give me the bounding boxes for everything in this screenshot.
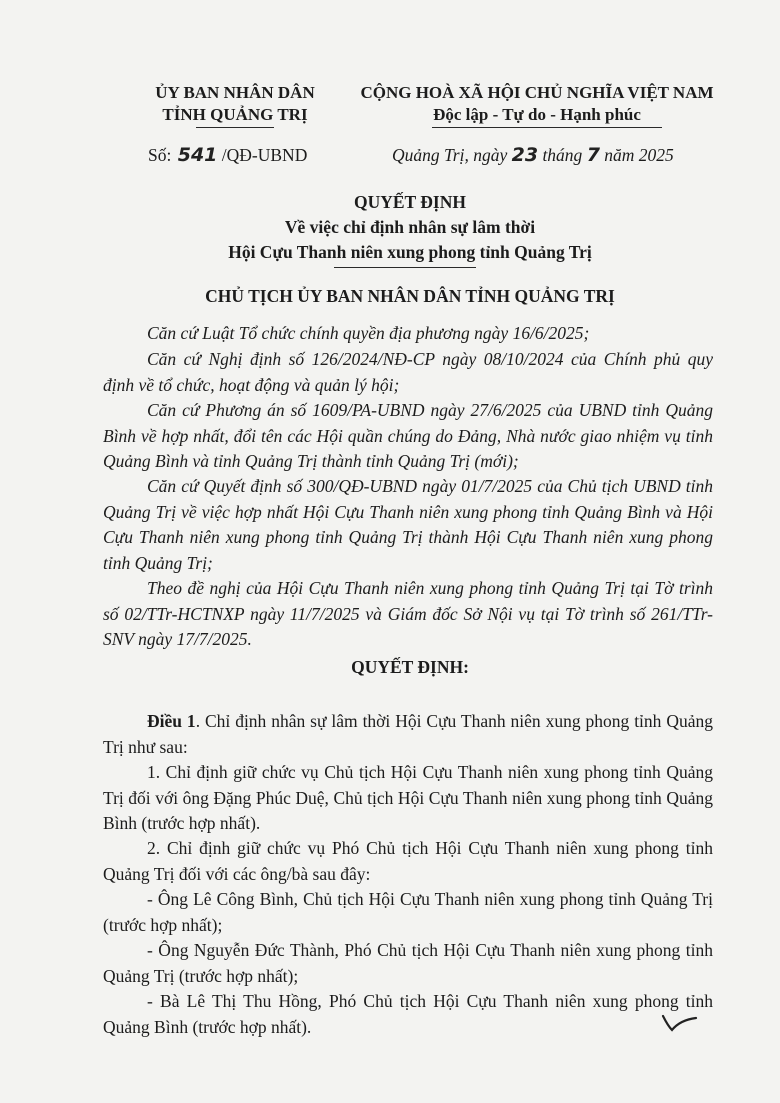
decision-title [100, 190, 720, 265]
article-1-text: . Chỉ định nhân sự lâm thời Hội Cựu Thanh niên xung phong tỉnh Quảng Trị như sau: [103, 711, 713, 757]
article-1-item-2: 2. Chỉ định giữ chức vụ Phó Chủ tịch Hội Cựu Thanh niên xung phong tỉnh Quảng Trị đối với các ông/bà sau đây: [103, 838, 713, 884]
handwritten-check-mark [660, 1008, 700, 1034]
title-line2: Về việc chỉ định nhân sự lâm thời [284, 217, 536, 237]
national-line1: CỘNG HOÀ XÃ HỘI CHỦ NGHĨA VIỆT NAM [360, 83, 714, 102]
agency-header [120, 82, 350, 126]
national-header [352, 82, 722, 126]
agency-line1: ỦY BAN NHÂN DÂN [155, 83, 315, 102]
basis-4: Căn cứ Quyết định số 300/QĐ-UBND ngày 01/7/2025 của Chủ tịch UBND tỉnh Quảng Trị về việc hợp nhất Hội Cựu Thanh niên xung phong tỉnh Quảng Bình và Hội Cựu Thanh niên xung phong tỉnh Quảng Trị thành Hội Cựu Thanh niên xung phong tỉnh Quảng Trị; [103, 476, 713, 573]
motto-underline [432, 127, 662, 128]
authority-heading: CHỦ TỊCH ỦY BAN NHÂN DÂN TỈNH QUẢNG TRỊ [205, 286, 615, 306]
title-line3: Hội Cựu Thanh niên xung phong tỉnh Quảng Trị [228, 242, 592, 262]
article-1-item-4: - Ông Nguyễn Đức Thành, Phó Chủ tịch Hội Cựu Thanh niên xung phong tỉnh Quảng Trị (trước hợp nhất); [103, 940, 713, 986]
document-number [148, 143, 307, 167]
basis-5: Theo đề nghị của Hội Cựu Thanh niên xung phong tỉnh Quảng Trị tại Tờ trình số 02/TTr-HCTNXP ngày 11/7/2025 và Giám đốc Sở Nội vụ tại Tờ trình số 261/TTr-SNV ngày 17/7/2025. [103, 578, 713, 649]
document-date [392, 143, 674, 167]
date-month: 7 [586, 144, 600, 166]
decision-heading: QUYẾT ĐỊNH: [351, 657, 469, 677]
agency-line2: TỈNH QUẢNG TRỊ [162, 105, 308, 124]
article-1 [103, 709, 713, 760]
basis-3: Căn cứ Phương án số 1609/PA-UBND ngày 27/6/2025 của UBND tỉnh Quảng Bình về hợp nhất, đổi tên các Hội quần chúng do Đảng, Nhà nước giao nhiệm vụ tỉnh Quảng Bình và tỉnh Quảng Trị thành tỉnh Quảng Trị (mới); [103, 400, 713, 471]
doc-no-prefix: Số: [148, 145, 172, 165]
title-underline [334, 267, 476, 268]
basis-2: Căn cứ Nghị định số 126/2024/NĐ-CP ngày 08/10/2024 của Chính phủ quy định về tổ chức, hoạt động và quản lý hội; [103, 349, 713, 395]
date-month-label: tháng [542, 145, 583, 165]
doc-no-suffix: /QĐ-UBND [221, 145, 308, 165]
doc-no-handwritten: 541 [177, 144, 218, 166]
date-prefix: Quảng Trị, ngày [392, 145, 508, 165]
article-1-label: Điều 1 [147, 711, 196, 731]
date-year: năm 2025 [604, 145, 674, 165]
article-1-item-3: - Ông Lê Công Bình, Chủ tịch Hội Cựu Thanh niên xung phong tỉnh Quảng Trị (trước hợp nhất); [103, 889, 713, 935]
article-1-item-1: 1. Chỉ định giữ chức vụ Chủ tịch Hội Cựu Thanh niên xung phong tỉnh Quảng Trị đối với ông Đặng Phúc Duệ, Chủ tịch Hội Cựu Thanh niên xung phong tỉnh Quảng Bình (trước hợp nhất). [103, 762, 713, 833]
basis-1: Căn cứ Luật Tổ chức chính quyền địa phương ngày 16/6/2025; [147, 323, 590, 343]
agency-underline [196, 127, 274, 128]
title-line1: QUYẾT ĐỊNH [354, 192, 466, 212]
date-day: 23 [511, 144, 539, 166]
national-line2: Độc lập - Tự do - Hạnh phúc [433, 105, 641, 124]
article-1-item-5: - Bà Lê Thị Thu Hồng, Phó Chủ tịch Hội Cựu Thanh niên xung phong tỉnh Quảng Bình (trước hợp nhất). [103, 991, 713, 1037]
